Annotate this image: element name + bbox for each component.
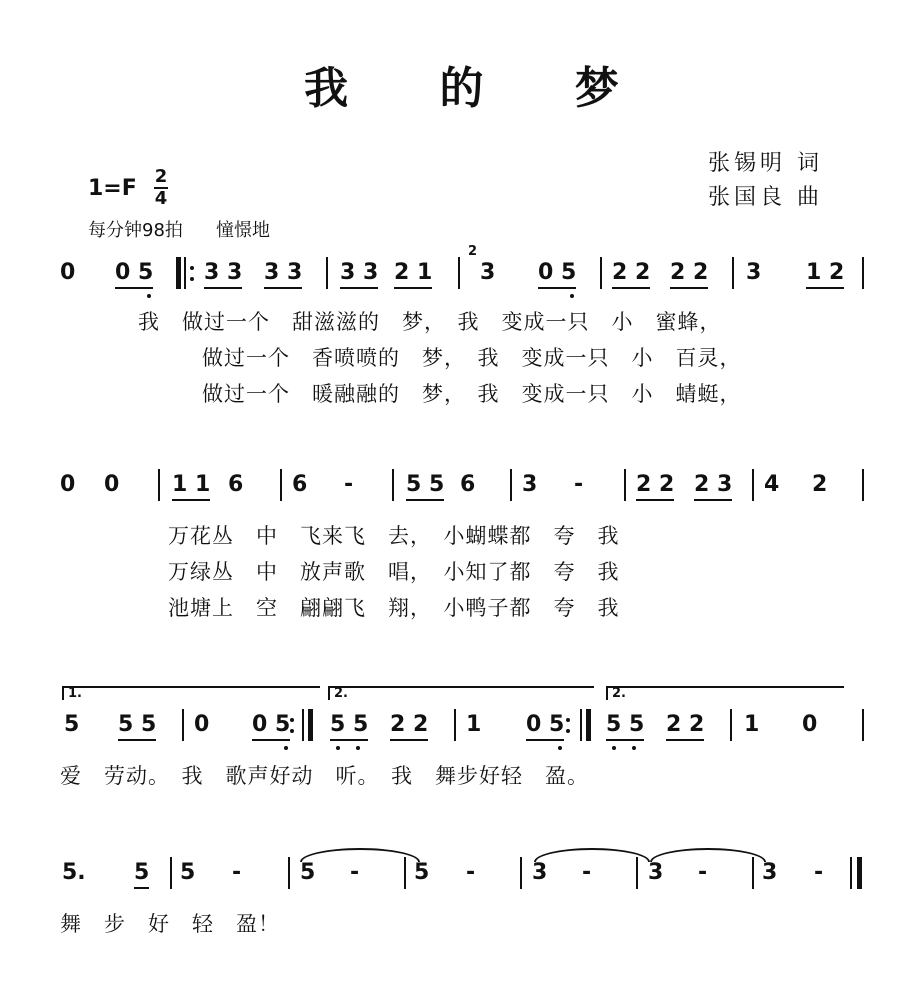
volta-2a: 2. [334, 686, 348, 701]
lyrics-verse-2: 做过一个 香喷喷的 梦， 我 变成一只 小 百灵， [202, 346, 742, 370]
note: 3 [746, 260, 762, 285]
note-group: 2 1 [394, 260, 432, 289]
note: 1 [466, 712, 482, 737]
note-group: 2 2 [670, 260, 708, 289]
note: 3 [532, 860, 548, 885]
note: 5 [414, 860, 430, 885]
note-group: 5 5 [406, 472, 444, 501]
note: 6 [292, 472, 308, 497]
lyrics-verse-2: 万绿丛 中 放声歌 唱， 小知了都 夸 我 [168, 560, 620, 584]
note-group: 3 3 [340, 260, 378, 289]
note-group: 2 2 [636, 472, 674, 501]
note: - [698, 860, 708, 885]
note-group: 0 5 [252, 712, 290, 741]
note: 6 [460, 472, 476, 497]
note-group: 5 5 [606, 712, 644, 741]
note: - [814, 860, 824, 885]
note: - [466, 860, 476, 885]
note: 5 [180, 860, 196, 885]
note: - [574, 472, 584, 497]
note: 2 [812, 472, 828, 497]
note: 0 [194, 712, 210, 737]
note: 3 [522, 472, 538, 497]
note: 5 [134, 860, 149, 889]
lyrics: 舞 步 好 轻 盈！ [60, 912, 280, 936]
note: - [582, 860, 592, 885]
note-group: 3 3 [204, 260, 242, 289]
lyrics-verse-3: 池塘上 空 翩翩飞 翔， 小鸭子都 夸 我 [168, 596, 620, 620]
expression-marking: 憧憬地 [216, 220, 270, 241]
time-numerator: 2 [154, 166, 168, 187]
lyrics-verse-1: 我 做过一个 甜滋滋的 梦， 我 变成一只 小 蜜蜂， [138, 310, 722, 334]
time-denominator: 4 [154, 188, 168, 209]
note-group: 2 2 [612, 260, 650, 289]
time-signature [154, 168, 168, 208]
note: 0 [104, 472, 120, 497]
note: 3 [480, 260, 496, 285]
note: 5. [62, 860, 86, 885]
composer-credit: 张国良 曲 [708, 185, 823, 210]
note: 6 [228, 472, 244, 497]
note-group: 2 2 [390, 712, 428, 741]
note-group: 5 5 [330, 712, 368, 741]
lyrics: 爱 劳动。 我 歌声好动 听。 我 舞步好轻 盈。 [60, 764, 589, 788]
note-group: 5 5 [118, 712, 156, 741]
note: 4 [764, 472, 780, 497]
note-group: 2 3 [694, 472, 732, 501]
note: 5 [300, 860, 316, 885]
lyrics-verse-1: 万花丛 中 飞来飞 去， 小蝴蝶都 夸 我 [168, 524, 620, 548]
volta-2b: 2. [612, 686, 626, 701]
note: 0 [802, 712, 818, 737]
note-group: 1 1 [172, 472, 210, 501]
note: 0 [60, 472, 76, 497]
tempo-marking: 每分钟98拍 [88, 220, 183, 241]
meter-change: 2 [468, 244, 478, 259]
note: 3 [648, 860, 664, 885]
note-group: 0 5 [115, 260, 153, 289]
note: - [344, 472, 354, 497]
note-group: 0 5 [526, 712, 564, 741]
note-group: 1 2 [806, 260, 844, 289]
note: 0 [60, 260, 76, 285]
note-group: 2 2 [666, 712, 704, 741]
note: 1 [744, 712, 760, 737]
note: 3 [762, 860, 778, 885]
lyricist-credit: 张锡明 词 [708, 151, 823, 176]
note: 5 [64, 712, 80, 737]
note-group: 0 5 [538, 260, 576, 289]
volta-1: 1. [68, 686, 82, 701]
key-signature: 1=F [88, 176, 137, 201]
note: - [350, 860, 360, 885]
song-title: 我 的 梦 [304, 63, 657, 114]
note: - [232, 860, 242, 885]
note-group: 3 3 [264, 260, 302, 289]
lyrics-verse-3: 做过一个 暖融融的 梦， 我 变成一只 小 蜻蜓， [202, 382, 742, 406]
